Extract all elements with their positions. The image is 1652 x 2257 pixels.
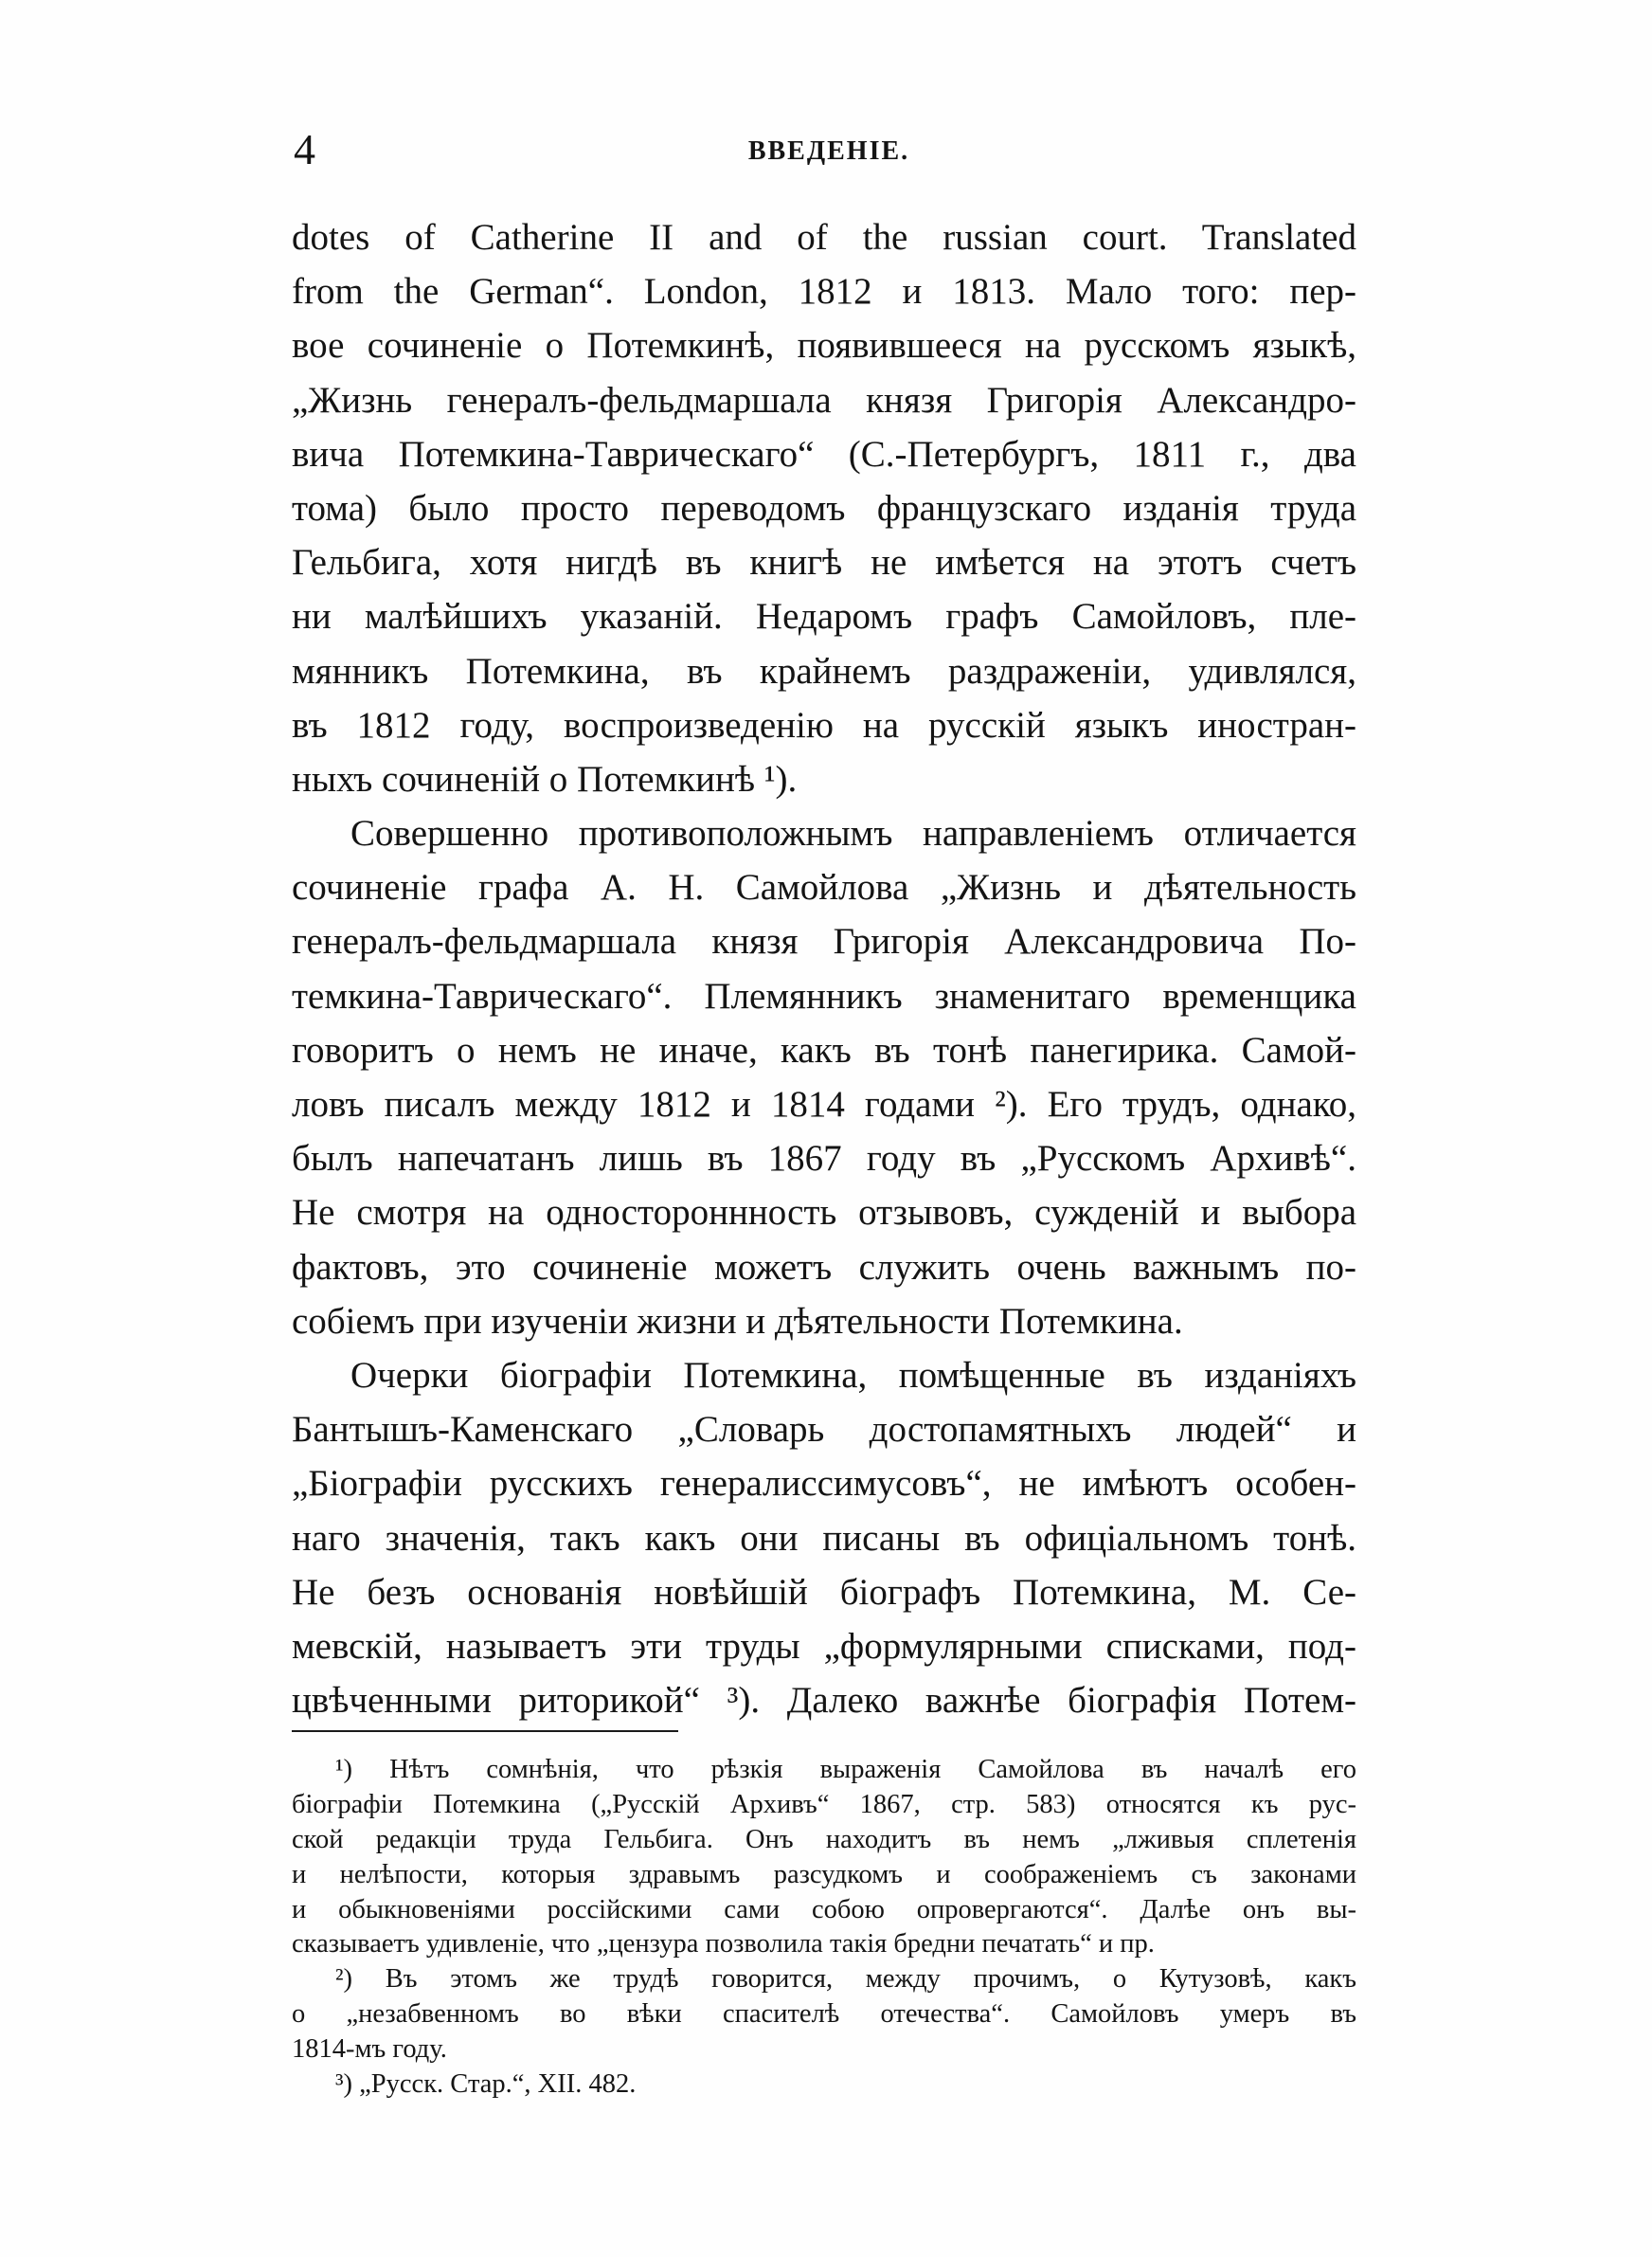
text-line: ни малѣйшихъ указаній. Недаромъ графъ Самойловъ, пле-	[292, 596, 1356, 638]
footnote-line: ³) „Русск. Стар.“, XII. 482.	[335, 2069, 637, 2100]
page-number: 4	[294, 125, 315, 173]
text-line: тома) было просто переводомъ французскаго изданія труда	[292, 487, 1356, 529]
text-line: ныхъ сочиненій о Потемкинѣ ¹).	[292, 758, 798, 800]
text-line: Бантышъ-Каменскаго „Словарь достопамятныхъ людей“ и	[292, 1409, 1356, 1451]
footnote-divider	[292, 1730, 678, 1732]
text-line: Гельбига, хотя нигдѣ въ книгѣ не имѣется на этотъ счетъ	[292, 542, 1356, 584]
text-line: мевскій, называетъ эти труды „формулярными списками, под-	[292, 1625, 1356, 1667]
text-line: сочиненіе графа А. Н. Самойлова „Жизнь и дѣятельность	[292, 867, 1356, 909]
text-line: говоритъ о немъ не иначе, какъ въ тонѣ панегирика. Самой-	[292, 1029, 1356, 1071]
text-line: Не безъ основанія новѣйшій біографъ Потемкина, М. Се-	[292, 1571, 1356, 1613]
text-line: собіемъ при изученіи жизни и дѣятельности Потемкина.	[292, 1300, 1183, 1342]
footnote-line: о „незабвенномъ во вѣки спасителѣ отечества“. Самойловъ умеръ въ	[292, 1999, 1356, 2030]
text-line: цвѣченными риторикой“ ³). Далеко важнѣе біографія Потем-	[292, 1680, 1356, 1722]
running-title: ВВЕДЕНІЕ.	[747, 136, 910, 166]
text-line: мянникъ Потемкина, въ крайнемъ раздраженіи, удивлялся,	[292, 650, 1356, 692]
text-line: from the German“. London, 1812 и 1813. Мало того: пер-	[292, 271, 1356, 313]
text-line: фактовъ, это сочиненіе можетъ служить очень важнымъ по-	[292, 1246, 1356, 1288]
text-line: ловъ писалъ между 1812 и 1814 годами ²). Его трудъ, однако,	[292, 1084, 1356, 1125]
footnote-line: сказываетъ удивленіе, что „цензура позволила такія бредни печатать“ и пр.	[292, 1929, 1155, 1959]
footnote-line: 1814-мъ году.	[292, 2034, 447, 2065]
footnote-line: и обыкновеніями россійскими сами собою опровергаются“. Далѣе онъ вы-	[292, 1894, 1356, 1924]
main-text	[292, 210, 1356, 1727]
footnotes	[292, 1753, 1356, 2103]
text-line: темкина-Таврическаго“. Племянникъ знаменитаго временщика	[292, 975, 1356, 1017]
text-line: Совершенно противоположнымъ направленіемъ отличается	[350, 813, 1356, 855]
footnote-line: ¹) Нѣтъ сомнѣнія, что рѣзкія выраженія Самойлова въ началѣ его	[335, 1755, 1356, 1784]
page-header	[294, 121, 1364, 178]
footnote-line: ²) Въ этомъ же трудѣ говорится, между прочимъ, о Кутузовѣ, какъ	[335, 1964, 1356, 1995]
text-line: былъ напечатанъ лишь въ 1867 году въ „Русскомъ Архивѣ“.	[292, 1138, 1356, 1180]
text-line: генералъ-фельдмаршала князя Григорія Александровича По-	[292, 921, 1356, 963]
text-line: вича Потемкина-Таврическаго“ (С.-Петербургъ, 1811 г., два	[292, 433, 1356, 475]
text-line: въ 1812 году, воспроизведенію на русскій языкъ иностран-	[292, 704, 1356, 746]
footnote-line: ской редакціи труда Гельбига. Онъ находитъ въ немъ „лживыя сплетенія	[292, 1824, 1356, 1854]
text-line: наго значенія, такъ какъ они писаны въ офиціальномъ тонѣ.	[292, 1517, 1356, 1559]
text-line: Очерки біографіи Потемкина, помѣщенные въ изданіяхъ	[350, 1354, 1356, 1396]
text-line: „Біографіи русскихъ генералиссимусовъ“, не имѣютъ особен-	[292, 1463, 1356, 1505]
footnote-line: и нелѣпости, которыя здравымъ разсудкомъ и соображеніемъ съ законами	[292, 1859, 1356, 1889]
text-line: dotes of Catherine II and of the russian court. Translated	[292, 217, 1356, 258]
text-line: Не смотря на одностороннность отзывовъ, сужденій и выбора	[292, 1192, 1356, 1234]
footnote-line: біографіи Потемкина („Русскій Архивъ“ 1867, стр. 583) относятся къ рус-	[292, 1789, 1356, 1819]
text-line: „Жизнь генералъ-фельдмаршала князя Григорія Александро-	[292, 379, 1356, 421]
text-line: вое сочиненіе о Потемкинѣ, появившееся на русскомъ языкѣ,	[292, 325, 1356, 367]
